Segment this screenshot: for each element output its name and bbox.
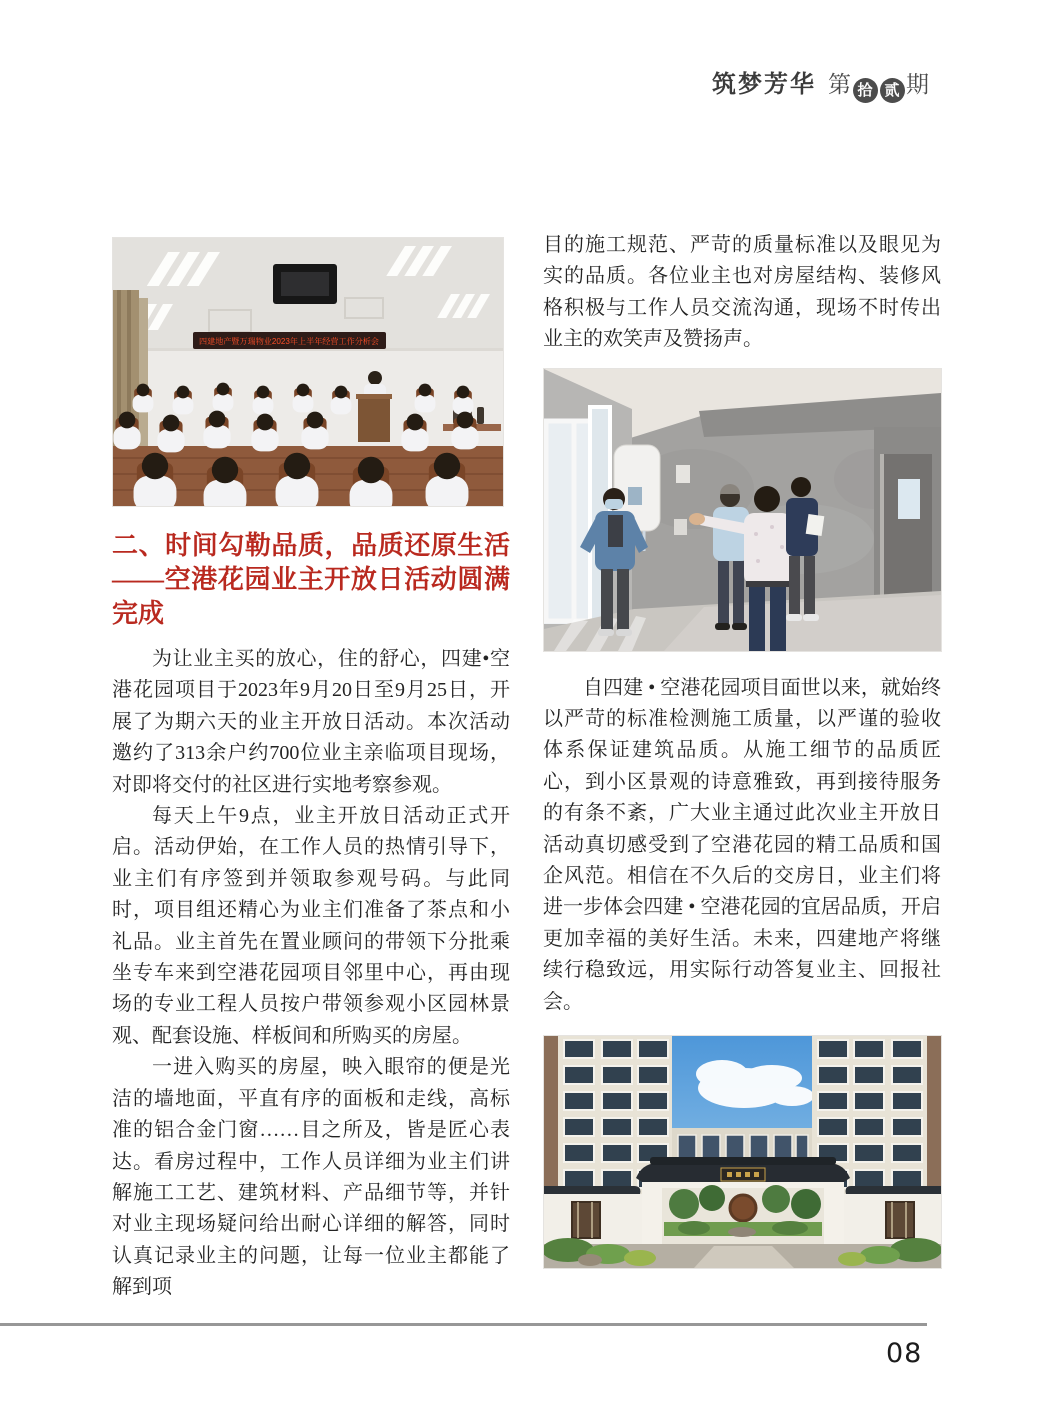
right-column-text-main	[543, 673, 941, 1018]
section-heading: 二、时间勾勒品质，品质还原生活——空港花园业主开放日活动圆满完成	[112, 531, 510, 628]
left-column	[112, 237, 510, 1304]
meeting-room-photo	[112, 237, 504, 507]
meeting-banner-text: 四建地产暨万瑞物业2023年上半年经营工作分析会	[199, 337, 377, 346]
paragraph: 目的施工规范、严苛的质量标准以及眼见为实的品质。各位业主也对房屋结构、装修风格积极与工作人员交流沟通，现场不时传出业主的欢笑声及赞扬声。	[543, 234, 941, 351]
right-column-text-top	[543, 230, 941, 356]
audience-back-row	[133, 383, 474, 415]
community-gate-photo	[543, 1035, 942, 1269]
paragraph: 为让业主买的放心，住的舒心，四建•空港花园项目于2023年9月20日至9月25日，开展了为期六天的业主开放日活动。本次活动邀约了313余户约700位业主亲临项目现场，对即将交付的社区进行实地考察参观。	[112, 648, 510, 796]
apartment-tour-photo	[543, 368, 942, 652]
magazine-title: 筑梦芳华	[712, 71, 816, 98]
right-column	[543, 230, 941, 1269]
page-header	[0, 64, 930, 103]
issue-suffix: 期	[906, 71, 930, 97]
left-column-text	[112, 644, 510, 1304]
paragraph: 自四建 • 空港花园项目面世以来，就始终以严苛的标准检测施工质量，以严谨的验收体系保证建筑品质。从施工细节的品质匠心，到小区景观的诗意雅致，再到接待服务的有条不紊，广大业主通过此次业主开放日活动真切感受到了空港花园的精工品质和国企风范。相信在不久后的交房日，业主们将进一步体会四建 • 空港花园的宜居品质，开启更加幸福的美好生活。未来，四建地产将继续行稳致远，用实际行动答复业主、回报社会。	[543, 676, 941, 1013]
footer-rule	[0, 1323, 927, 1326]
issue-badge-ten: 拾	[853, 78, 878, 103]
issue-badge-two: 贰	[880, 78, 905, 103]
paragraph: 每天上午9点，业主开放日活动正式开启。活动伊始，在工作人员的热情引导下，业主们有序签到并领取参观号码。与此同时，项目组还精心为业主们准备了茶点和小礼品。业主首先在置业顾问的带领下分批乘坐专车来到空港花园项目邻里中心，再由现场的专业工程人员按户带领参观小区园林景观、配套设施、样板间和所购买的房屋。	[112, 805, 510, 1047]
issue-label	[828, 71, 930, 97]
apartment-tour-illustration	[544, 369, 941, 651]
community-gate-illustration	[544, 1036, 941, 1268]
page-number: 08	[886, 1338, 923, 1369]
paragraph: 一进入购买的房屋，映入眼帘的便是光洁的墙地面，平直有序的面板和走线，高标准的铝合金门窗……目之所及，皆是匠心表达。看房过程中，工作人员详细为业主们讲解施工工艺、建筑材料、产品细节等，并针对业主现场疑问给出耐心详细的解答，同时认真记录业主的问题，让每一位业主都能了解到项	[112, 1056, 510, 1299]
issue-prefix: 第	[828, 71, 852, 97]
meeting-room-illustration	[113, 238, 503, 506]
